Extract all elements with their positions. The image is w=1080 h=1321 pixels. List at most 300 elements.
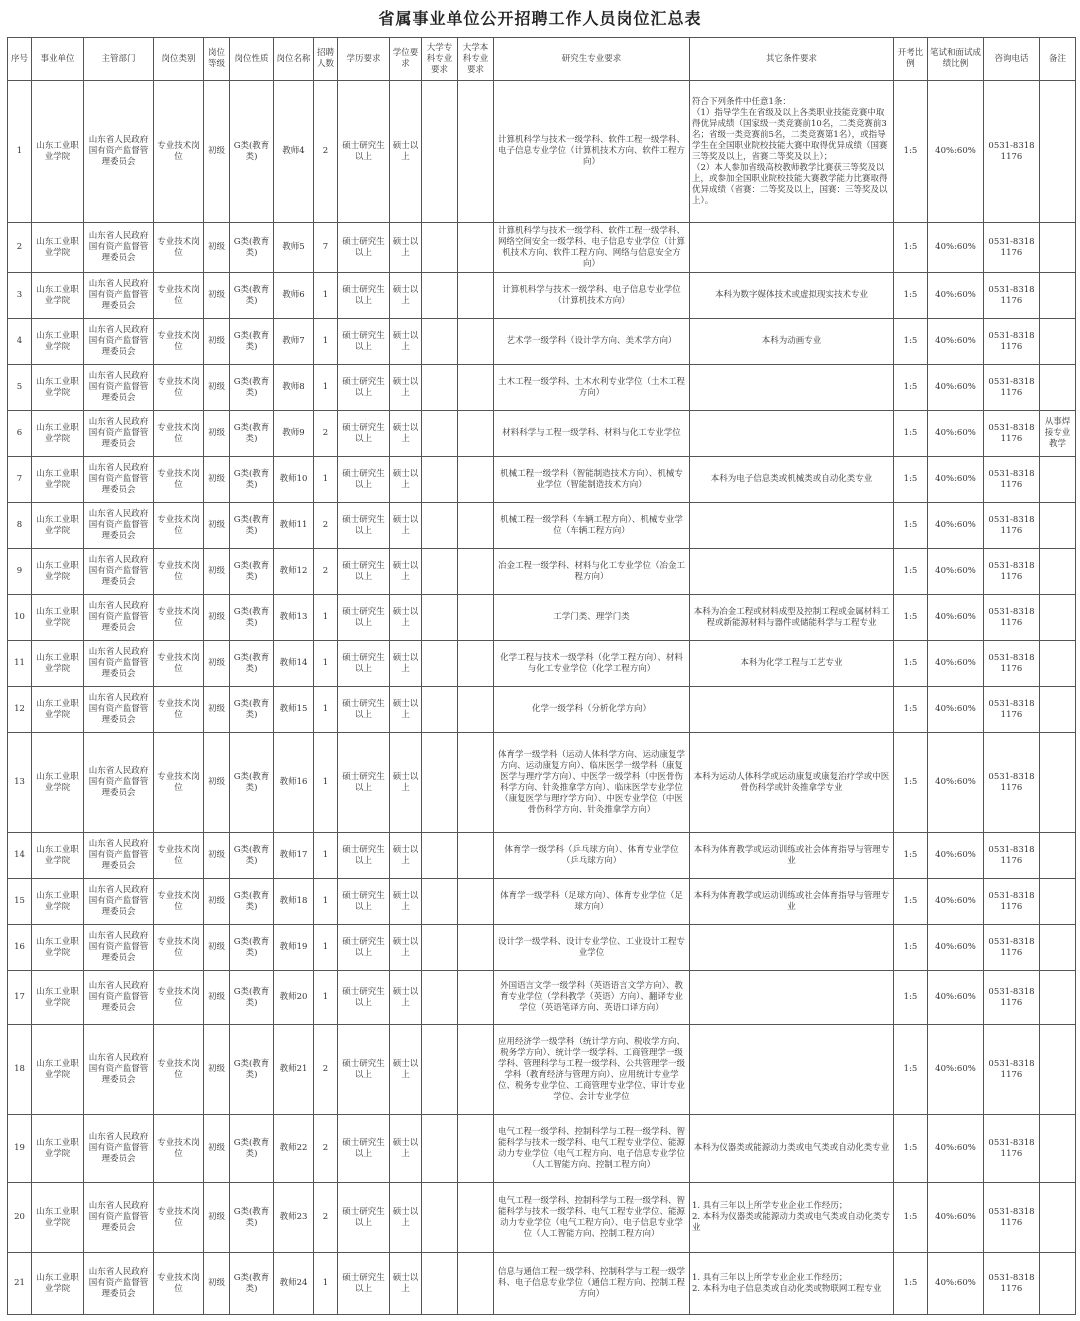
score-ratio: 40%:60% xyxy=(928,1183,984,1253)
position-category: 专业技术岗位 xyxy=(154,457,204,503)
contact-phone: 0531-83181176 xyxy=(984,733,1040,833)
hiring-count: 1 xyxy=(314,365,338,411)
remarks xyxy=(1040,733,1076,833)
education-requirement: 硕士研究生以上 xyxy=(338,879,390,925)
remarks xyxy=(1040,223,1076,273)
supervising-department: 山东省人民政府国有资产监督管理委员会 xyxy=(84,733,154,833)
row-number: 9 xyxy=(8,549,32,595)
row-number: 5 xyxy=(8,365,32,411)
score-ratio: 40%:60% xyxy=(928,503,984,549)
header-cell: 岗位名称 xyxy=(274,38,314,81)
supervising-department: 山东省人民政府国有资产监督管理委员会 xyxy=(84,1183,154,1253)
graduate-major: 计算机科学与技术一级学科、软件工程一级学科、网络空间安全一级学科、电子信息专业学位（计算机技术方向、软件工程方向、网络与信息安全方向） xyxy=(494,223,690,273)
degree-requirement: 硕士以上 xyxy=(390,273,422,319)
exam-ratio: 1:5 xyxy=(894,81,928,223)
contact-phone: 0531-83181176 xyxy=(984,595,1040,641)
graduate-major: 冶金工程一级学科、材料与化工专业学位（冶金工程方向） xyxy=(494,549,690,595)
position-level: 初级 xyxy=(204,833,230,879)
remarks xyxy=(1040,833,1076,879)
position-category: 专业技术岗位 xyxy=(154,879,204,925)
junior-college-major xyxy=(422,641,458,687)
position-nature: G类(教育类) xyxy=(230,411,274,457)
contact-phone: 0531-83181176 xyxy=(984,971,1040,1025)
contact-phone: 0531-83181176 xyxy=(984,879,1040,925)
position-category: 专业技术岗位 xyxy=(154,549,204,595)
score-ratio: 40%:60% xyxy=(928,925,984,971)
degree-requirement: 硕士以上 xyxy=(390,687,422,733)
position-level: 初级 xyxy=(204,1025,230,1115)
table-row xyxy=(8,549,1076,595)
position-name: 教师8 xyxy=(274,365,314,411)
graduate-major: 机械工程一级学科（车辆工程方向）、机械专业学位（车辆工程方向） xyxy=(494,503,690,549)
header-cell: 备注 xyxy=(1040,38,1076,81)
table-row xyxy=(8,733,1076,833)
supervising-department: 山东省人民政府国有资产监督管理委员会 xyxy=(84,223,154,273)
table-row xyxy=(8,1253,1076,1315)
row-number: 14 xyxy=(8,833,32,879)
position-nature: G类(教育类) xyxy=(230,273,274,319)
position-name: 教师11 xyxy=(274,503,314,549)
row-number: 2 xyxy=(8,223,32,273)
bachelor-major xyxy=(458,549,494,595)
row-number: 10 xyxy=(8,595,32,641)
position-name: 教师24 xyxy=(274,1253,314,1315)
hiring-count: 2 xyxy=(314,411,338,457)
junior-college-major xyxy=(422,971,458,1025)
position-nature: G类(教育类) xyxy=(230,971,274,1025)
position-level: 初级 xyxy=(204,595,230,641)
degree-requirement: 硕士以上 xyxy=(390,503,422,549)
other-requirements: 本科为体育教学或运动训练或社会体育指导与管理专业 xyxy=(690,833,894,879)
junior-college-major xyxy=(422,687,458,733)
table-row xyxy=(8,503,1076,549)
score-ratio: 40%:60% xyxy=(928,641,984,687)
exam-ratio: 1:5 xyxy=(894,687,928,733)
other-requirements: 1. 具有三年以上所学专业企业工作经历； 2. 本科为仪器类或能源动力类或电气类或自动化类专业 xyxy=(690,1183,894,1253)
bachelor-major xyxy=(458,273,494,319)
contact-phone: 0531-83181176 xyxy=(984,1253,1040,1315)
junior-college-major xyxy=(422,457,458,503)
position-category: 专业技术岗位 xyxy=(154,733,204,833)
remarks xyxy=(1040,81,1076,223)
row-number: 7 xyxy=(8,457,32,503)
row-number: 6 xyxy=(8,411,32,457)
employer-unit: 山东工业职业学院 xyxy=(32,833,84,879)
position-name: 教师14 xyxy=(274,641,314,687)
position-category: 专业技术岗位 xyxy=(154,1253,204,1315)
position-category: 专业技术岗位 xyxy=(154,1115,204,1183)
degree-requirement: 硕士以上 xyxy=(390,879,422,925)
remarks xyxy=(1040,365,1076,411)
remarks xyxy=(1040,1025,1076,1115)
position-level: 初级 xyxy=(204,273,230,319)
row-number: 20 xyxy=(8,1183,32,1253)
hiring-count: 1 xyxy=(314,457,338,503)
hiring-count: 1 xyxy=(314,273,338,319)
employer-unit: 山东工业职业学院 xyxy=(32,595,84,641)
position-name: 教师15 xyxy=(274,687,314,733)
bachelor-major xyxy=(458,1115,494,1183)
position-name: 教师18 xyxy=(274,879,314,925)
hiring-count: 1 xyxy=(314,641,338,687)
hiring-count: 1 xyxy=(314,971,338,1025)
bachelor-major xyxy=(458,1253,494,1315)
employer-unit: 山东工业职业学院 xyxy=(32,971,84,1025)
supervising-department: 山东省人民政府国有资产监督管理委员会 xyxy=(84,925,154,971)
degree-requirement: 硕士以上 xyxy=(390,925,422,971)
hiring-count: 2 xyxy=(314,549,338,595)
supervising-department: 山东省人民政府国有资产监督管理委员会 xyxy=(84,1253,154,1315)
position-category: 专业技术岗位 xyxy=(154,925,204,971)
table-row xyxy=(8,1183,1076,1253)
contact-phone: 0531-83181176 xyxy=(984,641,1040,687)
contact-phone: 0531-83181176 xyxy=(984,365,1040,411)
bachelor-major xyxy=(458,81,494,223)
graduate-major: 体育学一级学科（运动人体科学方向、运动康复学方向、运动康复方向）、临床医学一级学科（康复医学与理疗学方向）、中医学一级学科（中医骨伤科学方向、针灸推拿学方向）、临床医学专业学位（康复医学与理疗学方向）、中医专业学位（中医骨伤科学方向、针灸推拿学方向） xyxy=(494,733,690,833)
position-nature: G类(教育类) xyxy=(230,503,274,549)
exam-ratio: 1:5 xyxy=(894,273,928,319)
graduate-major: 机械工程一级学科（智能制造技术方向）、机械专业学位（智能制造技术方向） xyxy=(494,457,690,503)
row-number: 19 xyxy=(8,1115,32,1183)
row-number: 18 xyxy=(8,1025,32,1115)
employer-unit: 山东工业职业学院 xyxy=(32,925,84,971)
position-name: 教师20 xyxy=(274,971,314,1025)
position-nature: G类(教育类) xyxy=(230,457,274,503)
score-ratio: 40%:60% xyxy=(928,1115,984,1183)
score-ratio: 40%:60% xyxy=(928,971,984,1025)
other-requirements xyxy=(690,925,894,971)
header-cell: 其它条件要求 xyxy=(690,38,894,81)
degree-requirement: 硕士以上 xyxy=(390,549,422,595)
graduate-major: 材料科学与工程一级学科、材料与化工专业学位 xyxy=(494,411,690,457)
header-cell: 事业单位 xyxy=(32,38,84,81)
supervising-department: 山东省人民政府国有资产监督管理委员会 xyxy=(84,879,154,925)
education-requirement: 硕士研究生以上 xyxy=(338,81,390,223)
position-nature: G类(教育类) xyxy=(230,319,274,365)
other-requirements: 本科为体育教学或运动训练或社会体育指导与管理专业 xyxy=(690,879,894,925)
supervising-department: 山东省人民政府国有资产监督管理委员会 xyxy=(84,411,154,457)
contact-phone: 0531-83181176 xyxy=(984,223,1040,273)
bachelor-major xyxy=(458,1183,494,1253)
education-requirement: 硕士研究生以上 xyxy=(338,1253,390,1315)
contact-phone: 0531-83181176 xyxy=(984,411,1040,457)
table-body xyxy=(8,81,1076,1315)
header-cell: 研究生专业要求 xyxy=(494,38,690,81)
position-level: 初级 xyxy=(204,1253,230,1315)
supervising-department: 山东省人民政府国有资产监督管理委员会 xyxy=(84,81,154,223)
row-number: 4 xyxy=(8,319,32,365)
header-cell: 主管部门 xyxy=(84,38,154,81)
score-ratio: 40%:60% xyxy=(928,319,984,365)
junior-college-major xyxy=(422,223,458,273)
row-number: 3 xyxy=(8,273,32,319)
employer-unit: 山东工业职业学院 xyxy=(32,365,84,411)
junior-college-major xyxy=(422,1253,458,1315)
table-row xyxy=(8,319,1076,365)
exam-ratio: 1:5 xyxy=(894,1115,928,1183)
remarks xyxy=(1040,641,1076,687)
remarks xyxy=(1040,1183,1076,1253)
junior-college-major xyxy=(422,549,458,595)
row-number: 8 xyxy=(8,503,32,549)
degree-requirement: 硕士以上 xyxy=(390,1183,422,1253)
row-number: 11 xyxy=(8,641,32,687)
position-nature: G类(教育类) xyxy=(230,687,274,733)
supervising-department: 山东省人民政府国有资产监督管理委员会 xyxy=(84,595,154,641)
remarks xyxy=(1040,925,1076,971)
remarks xyxy=(1040,319,1076,365)
position-level: 初级 xyxy=(204,971,230,1025)
education-requirement: 硕士研究生以上 xyxy=(338,687,390,733)
exam-ratio: 1:5 xyxy=(894,365,928,411)
header-cell: 岗位性质 xyxy=(230,38,274,81)
position-level: 初级 xyxy=(204,503,230,549)
exam-ratio: 1:5 xyxy=(894,971,928,1025)
score-ratio: 40%:60% xyxy=(928,81,984,223)
graduate-major: 工学门类、理学门类 xyxy=(494,595,690,641)
score-ratio: 40%:60% xyxy=(928,365,984,411)
table-row xyxy=(8,641,1076,687)
position-nature: G类(教育类) xyxy=(230,925,274,971)
education-requirement: 硕士研究生以上 xyxy=(338,1183,390,1253)
table-row xyxy=(8,833,1076,879)
score-ratio: 40%:60% xyxy=(928,223,984,273)
other-requirements xyxy=(690,549,894,595)
employer-unit: 山东工业职业学院 xyxy=(32,81,84,223)
other-requirements: 本科为动画专业 xyxy=(690,319,894,365)
supervising-department: 山东省人民政府国有资产监督管理委员会 xyxy=(84,457,154,503)
table-row xyxy=(8,879,1076,925)
header-row xyxy=(8,38,1076,81)
table-row xyxy=(8,81,1076,223)
hiring-count: 1 xyxy=(314,833,338,879)
employer-unit: 山东工业职业学院 xyxy=(32,549,84,595)
employer-unit: 山东工业职业学院 xyxy=(32,319,84,365)
exam-ratio: 1:5 xyxy=(894,319,928,365)
employer-unit: 山东工业职业学院 xyxy=(32,1025,84,1115)
exam-ratio: 1:5 xyxy=(894,223,928,273)
position-name: 教师5 xyxy=(274,223,314,273)
position-category: 专业技术岗位 xyxy=(154,971,204,1025)
junior-college-major xyxy=(422,833,458,879)
other-requirements xyxy=(690,971,894,1025)
remarks xyxy=(1040,1253,1076,1315)
education-requirement: 硕士研究生以上 xyxy=(338,1115,390,1183)
junior-college-major xyxy=(422,1025,458,1115)
education-requirement: 硕士研究生以上 xyxy=(338,1025,390,1115)
row-number: 15 xyxy=(8,879,32,925)
remarks xyxy=(1040,971,1076,1025)
degree-requirement: 硕士以上 xyxy=(390,833,422,879)
position-level: 初级 xyxy=(204,81,230,223)
education-requirement: 硕士研究生以上 xyxy=(338,411,390,457)
other-requirements: 符合下列条件中任意1条： （1）指导学生在省级及以上各类职业技能竞赛中取得优异成绩（国家级一类竞赛前10名，二类竞赛前3名；省级一类竞赛前5名，二类竞赛第1名），或指导学生在全国职业院校技能大赛中取得优异成绩（国赛三等奖及以上，省赛二等奖及以上）； （2）本人参加省级高校教师教学比赛获三等奖及以上，或参加全国职业院校技能大赛教学能力比赛取得优异成绩（省赛：二等奖及以上，国赛：三等奖及以上）。 xyxy=(690,81,894,223)
exam-ratio: 1:5 xyxy=(894,925,928,971)
position-nature: G类(教育类) xyxy=(230,1253,274,1315)
exam-ratio: 1:5 xyxy=(894,879,928,925)
table-row xyxy=(8,365,1076,411)
position-nature: G类(教育类) xyxy=(230,1025,274,1115)
junior-college-major xyxy=(422,1183,458,1253)
exam-ratio: 1:5 xyxy=(894,1253,928,1315)
table-row xyxy=(8,687,1076,733)
employer-unit: 山东工业职业学院 xyxy=(32,457,84,503)
graduate-major: 艺术学一级学科（设计学方向、美术学方向） xyxy=(494,319,690,365)
degree-requirement: 硕士以上 xyxy=(390,641,422,687)
position-name: 教师13 xyxy=(274,595,314,641)
position-nature: G类(教育类) xyxy=(230,81,274,223)
bachelor-major xyxy=(458,223,494,273)
position-category: 专业技术岗位 xyxy=(154,687,204,733)
bachelor-major xyxy=(458,457,494,503)
bachelor-major xyxy=(458,319,494,365)
position-category: 专业技术岗位 xyxy=(154,319,204,365)
position-level: 初级 xyxy=(204,549,230,595)
position-nature: G类(教育类) xyxy=(230,833,274,879)
remarks xyxy=(1040,273,1076,319)
junior-college-major xyxy=(422,1115,458,1183)
supervising-department: 山东省人民政府国有资产监督管理委员会 xyxy=(84,319,154,365)
other-requirements: 本科为数字媒体技术或虚拟现实技术专业 xyxy=(690,273,894,319)
position-category: 专业技术岗位 xyxy=(154,833,204,879)
position-category: 专业技术岗位 xyxy=(154,223,204,273)
position-name: 教师22 xyxy=(274,1115,314,1183)
other-requirements: 1. 具有三年以上所学专业企业工作经历； 2. 本科为电子信息类或自动化类或物联网工程专业 xyxy=(690,1253,894,1315)
position-level: 初级 xyxy=(204,365,230,411)
education-requirement: 硕士研究生以上 xyxy=(338,503,390,549)
exam-ratio: 1:5 xyxy=(894,641,928,687)
score-ratio: 40%:60% xyxy=(928,833,984,879)
employer-unit: 山东工业职业学院 xyxy=(32,1253,84,1315)
remarks xyxy=(1040,687,1076,733)
position-level: 初级 xyxy=(204,319,230,365)
score-ratio: 40%:60% xyxy=(928,1253,984,1315)
position-nature: G类(教育类) xyxy=(230,595,274,641)
bachelor-major xyxy=(458,641,494,687)
position-level: 初级 xyxy=(204,1183,230,1253)
bachelor-major xyxy=(458,503,494,549)
graduate-major: 电气工程一级学科、控制科学与工程一级学科、智能科学与技术一级学科、电气工程专业学位、能源动力专业学位（电气工程方向、电子信息专业学位（人工智能方向、控制工程方向） xyxy=(494,1115,690,1183)
hiring-count: 1 xyxy=(314,319,338,365)
position-name: 教师10 xyxy=(274,457,314,503)
education-requirement: 硕士研究生以上 xyxy=(338,971,390,1025)
other-requirements: 本科为电子信息类或机械类或自动化类专业 xyxy=(690,457,894,503)
remarks xyxy=(1040,595,1076,641)
position-name: 教师23 xyxy=(274,1183,314,1253)
contact-phone: 0531-83181176 xyxy=(984,687,1040,733)
position-category: 专业技术岗位 xyxy=(154,595,204,641)
education-requirement: 硕士研究生以上 xyxy=(338,925,390,971)
position-name: 教师9 xyxy=(274,411,314,457)
header-cell: 学位要求 xyxy=(390,38,422,81)
contact-phone: 0531-83181176 xyxy=(984,319,1040,365)
table-row xyxy=(8,457,1076,503)
graduate-major: 电气工程一级学科、控制科学与工程一级学科、智能科学与技术一级学科、电气工程专业学位、能源动力专业学位（电气工程方向）、电子信息专业学位（人工智能方向、控制工程方向） xyxy=(494,1183,690,1253)
education-requirement: 硕士研究生以上 xyxy=(338,549,390,595)
supervising-department: 山东省人民政府国有资产监督管理委员会 xyxy=(84,687,154,733)
degree-requirement: 硕士以上 xyxy=(390,595,422,641)
supervising-department: 山东省人民政府国有资产监督管理委员会 xyxy=(84,1115,154,1183)
position-level: 初级 xyxy=(204,925,230,971)
other-requirements: 本科为化学工程与工艺专业 xyxy=(690,641,894,687)
exam-ratio: 1:5 xyxy=(894,1183,928,1253)
graduate-major: 外国语言文学一级学科（英语语言文学方向）、教育专业学位（学科教学（英语）方向）、翻译专业学位（英语笔译方向、英语口译方向） xyxy=(494,971,690,1025)
position-name: 教师7 xyxy=(274,319,314,365)
graduate-major: 信息与通信工程一级学科、控制科学与工程一级学科、电子信息专业学位（通信工程方向、控制工程方向） xyxy=(494,1253,690,1315)
position-level: 初级 xyxy=(204,687,230,733)
employer-unit: 山东工业职业学院 xyxy=(32,223,84,273)
employer-unit: 山东工业职业学院 xyxy=(32,273,84,319)
table-row xyxy=(8,595,1076,641)
score-ratio: 40%:60% xyxy=(928,549,984,595)
degree-requirement: 硕士以上 xyxy=(390,319,422,365)
other-requirements xyxy=(690,365,894,411)
junior-college-major xyxy=(422,411,458,457)
position-name: 教师17 xyxy=(274,833,314,879)
contact-phone: 0531-83181176 xyxy=(984,457,1040,503)
junior-college-major xyxy=(422,365,458,411)
position-category: 专业技术岗位 xyxy=(154,1183,204,1253)
bachelor-major xyxy=(458,733,494,833)
exam-ratio: 1:5 xyxy=(894,833,928,879)
table-row xyxy=(8,1025,1076,1115)
hiring-count: 2 xyxy=(314,1183,338,1253)
graduate-major: 设计学一级学科、设计专业学位、工业设计工程专业学位 xyxy=(494,925,690,971)
position-level: 初级 xyxy=(204,457,230,503)
education-requirement: 硕士研究生以上 xyxy=(338,595,390,641)
exam-ratio: 1:5 xyxy=(894,503,928,549)
row-number: 16 xyxy=(8,925,32,971)
table-row xyxy=(8,925,1076,971)
position-nature: G类(教育类) xyxy=(230,641,274,687)
score-ratio: 40%:60% xyxy=(928,411,984,457)
employer-unit: 山东工业职业学院 xyxy=(32,411,84,457)
table-row xyxy=(8,411,1076,457)
bachelor-major xyxy=(458,595,494,641)
other-requirements xyxy=(690,223,894,273)
other-requirements xyxy=(690,503,894,549)
degree-requirement: 硕士以上 xyxy=(390,1115,422,1183)
education-requirement: 硕士研究生以上 xyxy=(338,365,390,411)
remarks xyxy=(1040,549,1076,595)
header-cell: 岗位类别 xyxy=(154,38,204,81)
bachelor-major xyxy=(458,971,494,1025)
exam-ratio: 1:5 xyxy=(894,595,928,641)
position-nature: G类(教育类) xyxy=(230,1115,274,1183)
hiring-count: 2 xyxy=(314,1115,338,1183)
header-cell: 笔试和面试成绩比例 xyxy=(928,38,984,81)
degree-requirement: 硕士以上 xyxy=(390,1253,422,1315)
position-category: 专业技术岗位 xyxy=(154,503,204,549)
hiring-count: 1 xyxy=(314,1253,338,1315)
graduate-major: 体育学一级学科（足球方向）、体育专业学位（足球方向） xyxy=(494,879,690,925)
table-row xyxy=(8,971,1076,1025)
graduate-major: 应用经济学一级学科（统计学方向、税收学方向、税务学方向）、统计学一级学科、工商管理学一级学科、管理科学与工程一级学科、公共管理学一级学科（教育经济与管理方向）、应用统计专业学位、税务专业学位、工商管理专业学位、审计专业学位、会计专业学位 xyxy=(494,1025,690,1115)
position-category: 专业技术岗位 xyxy=(154,365,204,411)
position-category: 专业技术岗位 xyxy=(154,1025,204,1115)
position-category: 专业技术岗位 xyxy=(154,411,204,457)
bachelor-major xyxy=(458,411,494,457)
employer-unit: 山东工业职业学院 xyxy=(32,503,84,549)
bachelor-major xyxy=(458,925,494,971)
position-nature: G类(教育类) xyxy=(230,549,274,595)
position-level: 初级 xyxy=(204,223,230,273)
contact-phone: 0531-83181176 xyxy=(984,273,1040,319)
header-cell: 大学本科专业要求 xyxy=(458,38,494,81)
position-level: 初级 xyxy=(204,1115,230,1183)
contact-phone: 0531-83181176 xyxy=(984,833,1040,879)
employer-unit: 山东工业职业学院 xyxy=(32,641,84,687)
